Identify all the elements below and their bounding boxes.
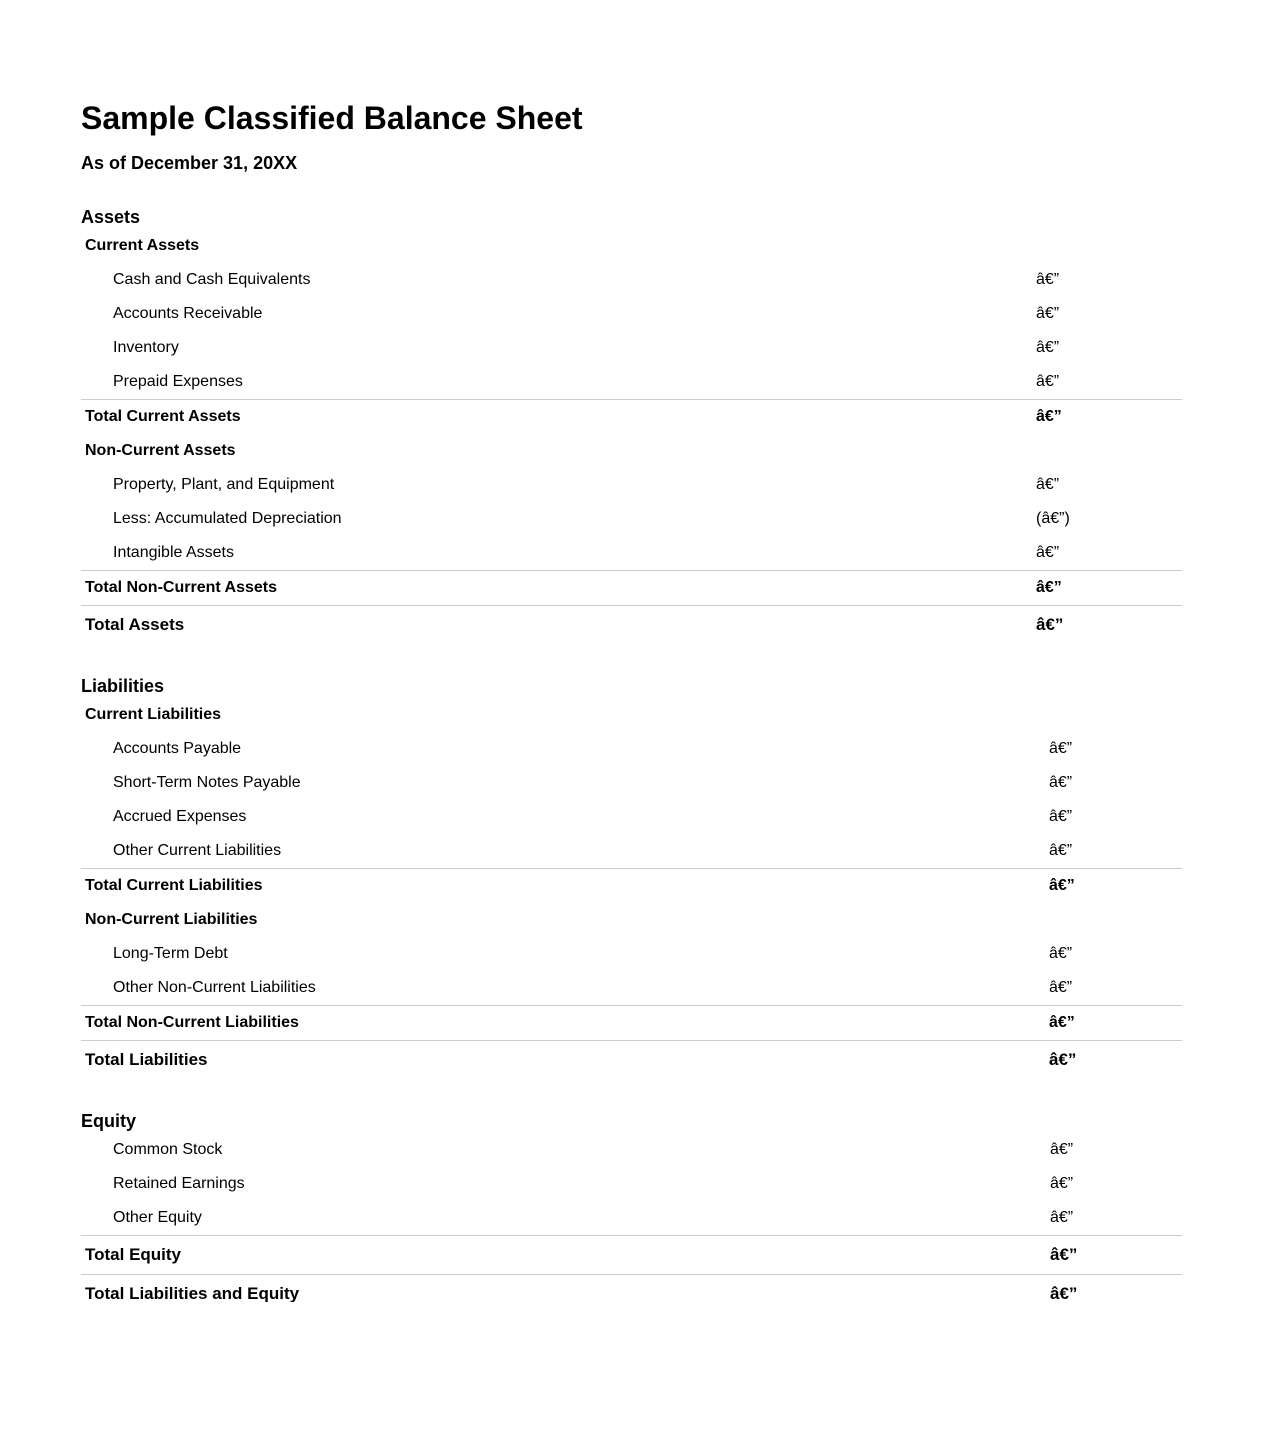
equity-table [81, 1133, 1182, 1302]
equity-section [81, 1109, 1182, 1302]
assets-section [81, 205, 1182, 644]
total-row: Total Assets â€” [81, 606, 1182, 645]
subtotal-row: Total Non-Current Assets â€” [81, 571, 1182, 606]
group-row: Non-Current Assets [85, 442, 236, 459]
page-subtitle: As of December 31, 20XX [81, 153, 298, 173]
liabilities-section [81, 674, 1182, 1079]
liabilities-heading: Liabilities [81, 676, 165, 696]
table-row: Inventory â€” [113, 339, 1060, 356]
table-row: Other Non-Current Liabilities â€” [113, 979, 1073, 996]
subtotal-row: Total Non-Current Liabilities â€” [81, 1006, 1182, 1041]
total-row: Total Liabilities â€” [81, 1041, 1182, 1080]
group-row: Non-Current Liabilities [85, 911, 258, 928]
table-row: Long-Term Debt â€” [113, 945, 1073, 962]
table-row: Accounts Payable â€” [113, 740, 1073, 757]
balance-sheet-page [81, 0, 1182, 1302]
table-row: Other Equity â€” [113, 1209, 1074, 1226]
table-row: Common Stock â€” [113, 1141, 1074, 1158]
total-row: Total Equity â€” [81, 1236, 1182, 1275]
liabilities-table [81, 698, 1182, 1079]
grand-total-row: Total Liabilities and Equity â€” [81, 1275, 1182, 1303]
table-row: Accounts Receivable â€” [113, 305, 1060, 322]
table-row: Prepaid Expenses â€” [113, 373, 1060, 390]
group-label: Current Assets [85, 237, 200, 254]
table-row: Retained Earnings â€” [113, 1175, 1074, 1192]
table-row: Other Current Liabilities â€” [113, 842, 1073, 859]
table-row: Intangible Assets â€” [113, 544, 1060, 561]
assets-heading: Assets [81, 207, 141, 227]
equity-heading: Equity [81, 1111, 137, 1131]
subtotal-row: Total Current Assets â€” [81, 400, 1182, 435]
assets-table [81, 229, 1182, 644]
table-row: Less: Accumulated Depreciation (â€”) [113, 510, 1070, 527]
table-row: Property, Plant, and Equipment â€” [113, 476, 1060, 493]
subtotal-row: Total Current Liabilities â€” [81, 869, 1182, 904]
table-row: Cash and Cash Equivalents â€” [113, 271, 1060, 288]
group-row: Current Liabilities [85, 706, 222, 723]
table-row: Short-Term Notes Payable â€” [113, 774, 1073, 791]
table-row: Accrued Expenses â€” [113, 808, 1073, 825]
group-row [81, 229, 1182, 263]
page-title: Sample Classified Balance Sheet [81, 100, 583, 136]
